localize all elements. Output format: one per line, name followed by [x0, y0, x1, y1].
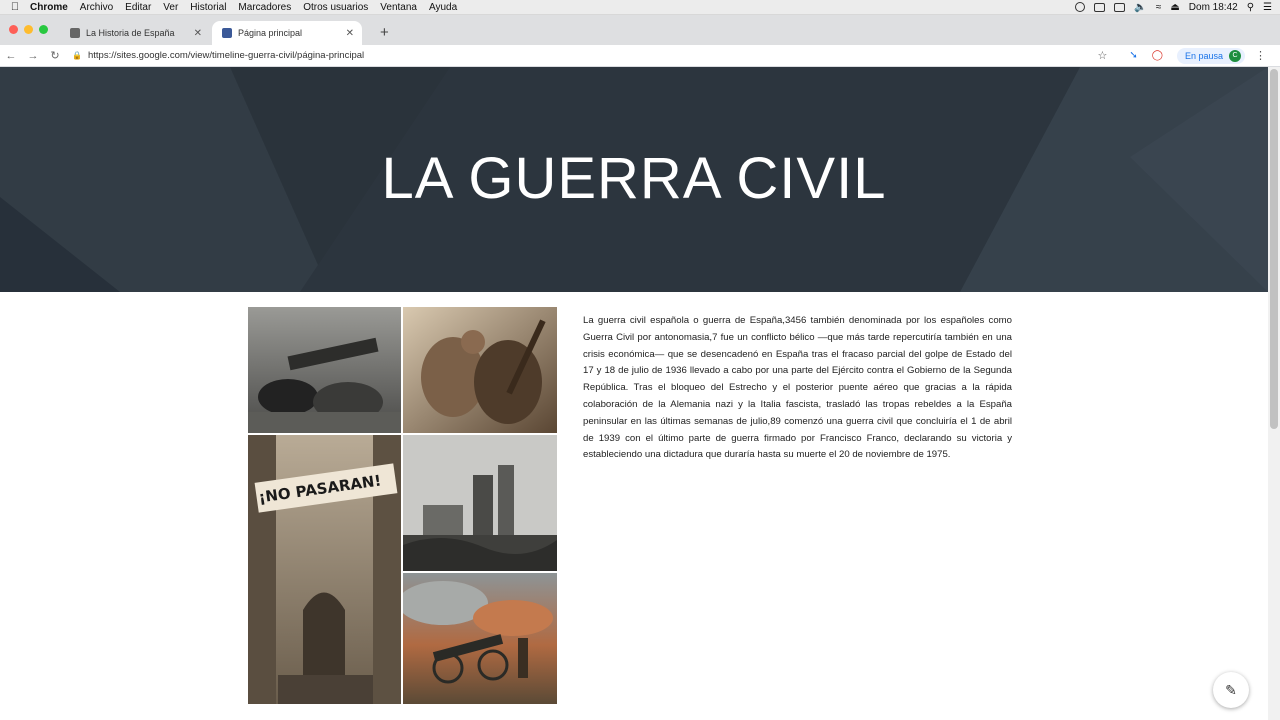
page-title: LA GUERRA CIVIL: [381, 146, 887, 211]
reload-icon[interactable]: ↻: [50, 50, 60, 62]
profile-status-label: En pausa: [1184, 50, 1223, 61]
menu-otros-usuarios[interactable]: Otros usuarios: [303, 1, 369, 13]
tab-label: Página principal: [238, 28, 303, 38]
menu-ayuda[interactable]: Ayuda: [428, 1, 458, 13]
address-bar[interactable]: [72, 47, 1121, 65]
pencil-icon: ✎: [1225, 681, 1237, 698]
menu-ver[interactable]: Ver: [163, 1, 179, 13]
menu-archivo[interactable]: Archivo: [79, 1, 114, 13]
menu-marcadores[interactable]: Marcadores: [238, 1, 292, 13]
tab-pagina-principal[interactable]: [212, 21, 362, 45]
edit-pencil-button[interactable]: [1213, 672, 1249, 708]
photo-artillery-painting: [403, 573, 557, 704]
eject-icon[interactable]: ⏏: [1170, 1, 1180, 13]
forward-arrow-icon[interactable]: →: [27, 49, 39, 62]
menu-app-chrome[interactable]: Chrome: [30, 1, 68, 13]
lock-icon[interactable]: 🔒: [72, 51, 82, 60]
page-scrollbar[interactable]: [1268, 67, 1280, 720]
more-menu-icon[interactable]: ⋮: [1255, 50, 1266, 62]
photo-artillery-crew: [248, 307, 401, 433]
spotlight-search-icon[interactable]: ⚲: [1246, 1, 1255, 13]
browser-tab-strip: [0, 15, 1280, 45]
extension-icon[interactable]: ➘: [1129, 50, 1138, 61]
scrollbar-thumb[interactable]: [1270, 69, 1278, 429]
back-arrow-icon[interactable]: ←: [5, 49, 17, 62]
photo-collage: [248, 307, 557, 704]
close-tab-icon[interactable]: ✕: [345, 27, 354, 39]
tab-la-historia-de-espana[interactable]: [60, 21, 210, 45]
record-icon[interactable]: [1075, 2, 1085, 12]
status-area: [1075, 2, 1280, 13]
google-sites-favicon-icon: [222, 28, 232, 38]
article-paragraph: La guerra civil española o guerra de España,3456 también denominada por los españoles como Guerra Civil por antonomasia,7 fue un conflicto bélico —que más tarde repercutiría también en una crisis económica— que se desencadenó en España tras el fracaso parcial del golpe de Estado del 17 y 18 de julio de 1936 llevado a cabo por una parte del Ejército contra el Gobierno de la Segunda República. Tras el bloqueo del Estrecho y el posterior puente aéreo que gracias a la rápida colaboración de la Alemania nazi y la Italia fascista, trasladó las tropas rebeldes a la España peninsular en las últimas semanas de julio,89 comenzó una guerra civil que concluiría el 1 de abril de 1939 con el último parte de guerra firmado por Francisco Franco, declarando su victoria y estableciendo una dictadura que duraría hasta su muerte el 20 de noviembre de 1975.: [583, 315, 1012, 461]
macos-menu-bar: [0, 0, 1280, 15]
clock[interactable]: Dom 18:42: [1188, 1, 1238, 13]
photo-bombed-city: [403, 435, 557, 571]
maximize-window-button[interactable]: [39, 25, 48, 34]
menu-ventana[interactable]: Ventana: [380, 1, 417, 13]
new-tab-button[interactable]: +: [380, 24, 389, 41]
photo-soldiers-charging: [403, 307, 557, 433]
header-banner: [0, 67, 1268, 292]
screen-icon[interactable]: [1094, 3, 1105, 12]
menu-historial[interactable]: Historial: [190, 1, 227, 13]
airplay-icon[interactable]: [1114, 3, 1125, 12]
avatar: C: [1229, 50, 1241, 62]
wifi-icon[interactable]: ≈: [1155, 1, 1162, 13]
site-favicon-icon: [70, 28, 80, 38]
volume-icon[interactable]: 🔈: [1134, 1, 1147, 13]
notification-center-icon[interactable]: ☰: [1263, 1, 1272, 13]
minimize-window-button[interactable]: [24, 25, 33, 34]
url-text[interactable]: https://sites.google.com/view/timeline-guerra-civil/página-principal: [87, 50, 365, 61]
browser-toolbar: [0, 45, 1280, 67]
bookmark-star-icon[interactable]: ☆: [1097, 50, 1108, 62]
collage-banner-text: ¡NO PASARAN!: [257, 471, 383, 507]
profile-button[interactable]: [1177, 48, 1245, 64]
apple-icon[interactable]: [0, 1, 30, 13]
close-window-button[interactable]: [9, 25, 18, 34]
tab-label: La Historia de España: [86, 28, 175, 38]
menu-editar[interactable]: Editar: [125, 1, 152, 13]
page-viewport: [0, 67, 1268, 720]
close-tab-icon[interactable]: ✕: [193, 27, 202, 39]
opera-extension-icon[interactable]: ◯: [1151, 50, 1163, 61]
photo-no-pasaran-street: [248, 435, 401, 704]
